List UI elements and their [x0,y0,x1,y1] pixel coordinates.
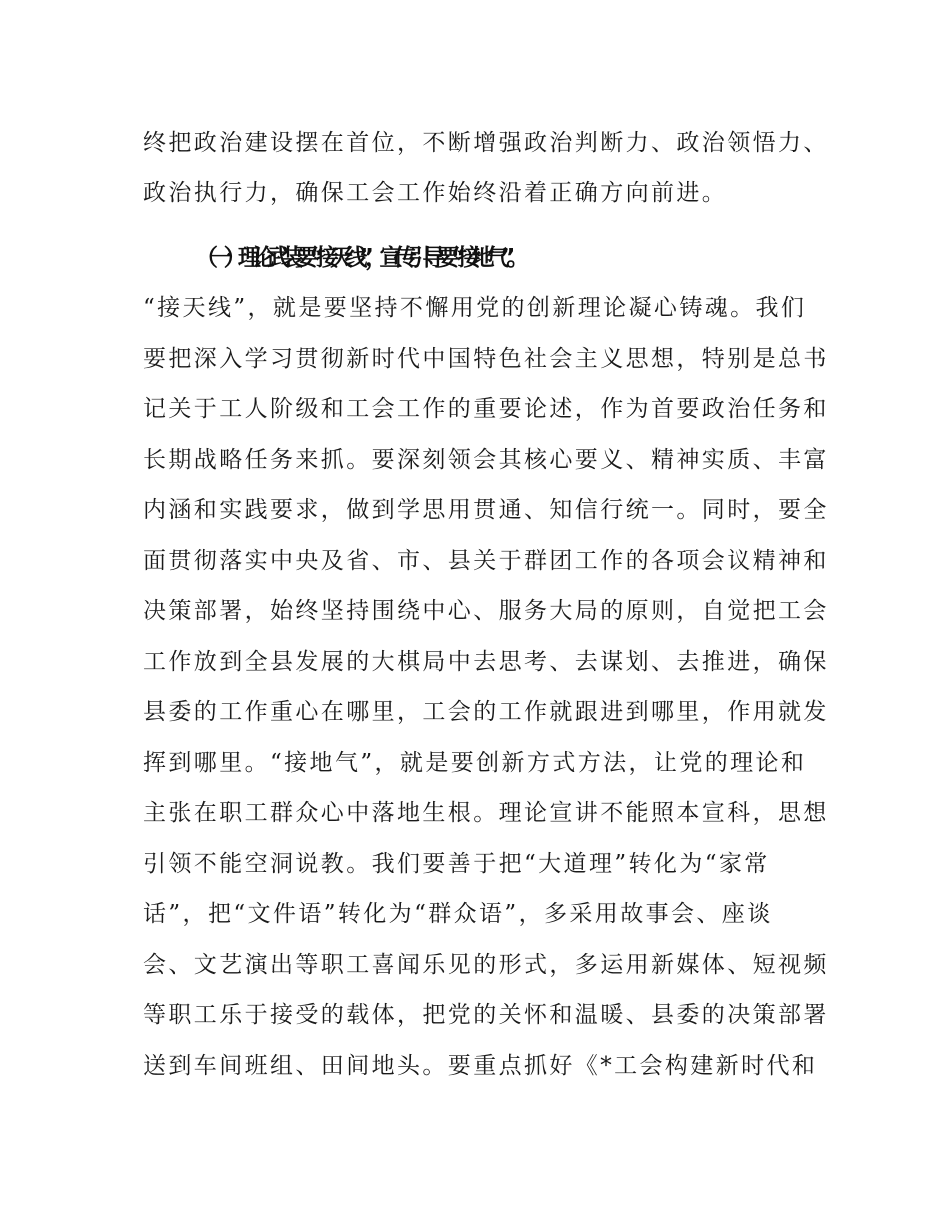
body-text-line: 终把政治建设摆在首位，不断增强政治判断力、政治领悟力、 [143,130,829,156]
body-text-line: 政治执行力，确保工会工作始终沿着正确方向前进。 [143,180,728,206]
body-text-line: 工作放到全县发展的大棋局中去思考、去谋划、去推进，确保 [143,649,829,675]
body-text-line: 话”，把“文件语”转化为“群众语”，多采用故事会、座谈 [143,901,773,927]
body-text-line: 决策部署，始终坚持围绕中心、服务大局的原则，自觉把工会 [143,598,829,624]
body-text-line: 引领不能空洞说教。我们要善于把“大道理”转化为“家常 [143,851,770,877]
body-text-line: 县委的工作重心在哪里，工会的工作就跟进到哪里，作用就发 [143,699,829,725]
body-text-line: 送到车间班组、田间地头。要重点抓好《*工会构建新时代和 [143,1053,818,1079]
body-text-line: 记关于工人阶级和工会工作的重要论述，作为首要政治任务和 [143,396,829,422]
body-text-line: 挥到哪里。“接地气”，就是要创新方式方法，让党的理论和 [143,750,807,776]
body-text-line: 主张在职工群众心中落地生根。理论宣讲不能照本宣科，思想 [143,800,829,826]
body-text-line: “接天线”，就是要坚持不懈用党的创新理论凝心铸魂。我们 [143,295,807,321]
body-text-line: 内涵和实践要求，做到学思用贯通、知信行统一。同时，要全 [143,497,829,523]
section-heading: （一）理论武装要“接天线”，宣传引导要“接地气”。 [195,245,521,271]
body-text-line: 要把深入学习贯彻新时代中国特色社会主义思想，特别是总书 [143,346,829,372]
body-text-line: 长期战略任务来抓。要深刻领会其核心要义、精神实质、丰富 [143,447,829,473]
body-text-line: 面贯彻落实中央及省、市、县关于群团工作的各项会议精神和 [143,548,829,574]
body-text-line: 会、文艺演出等职工喜闻乐见的形式，多运用新媒体、短视频 [143,952,829,978]
body-text-line: 等职工乐于接受的载体，把党的关怀和温暖、县委的决策部署 [143,1002,829,1028]
